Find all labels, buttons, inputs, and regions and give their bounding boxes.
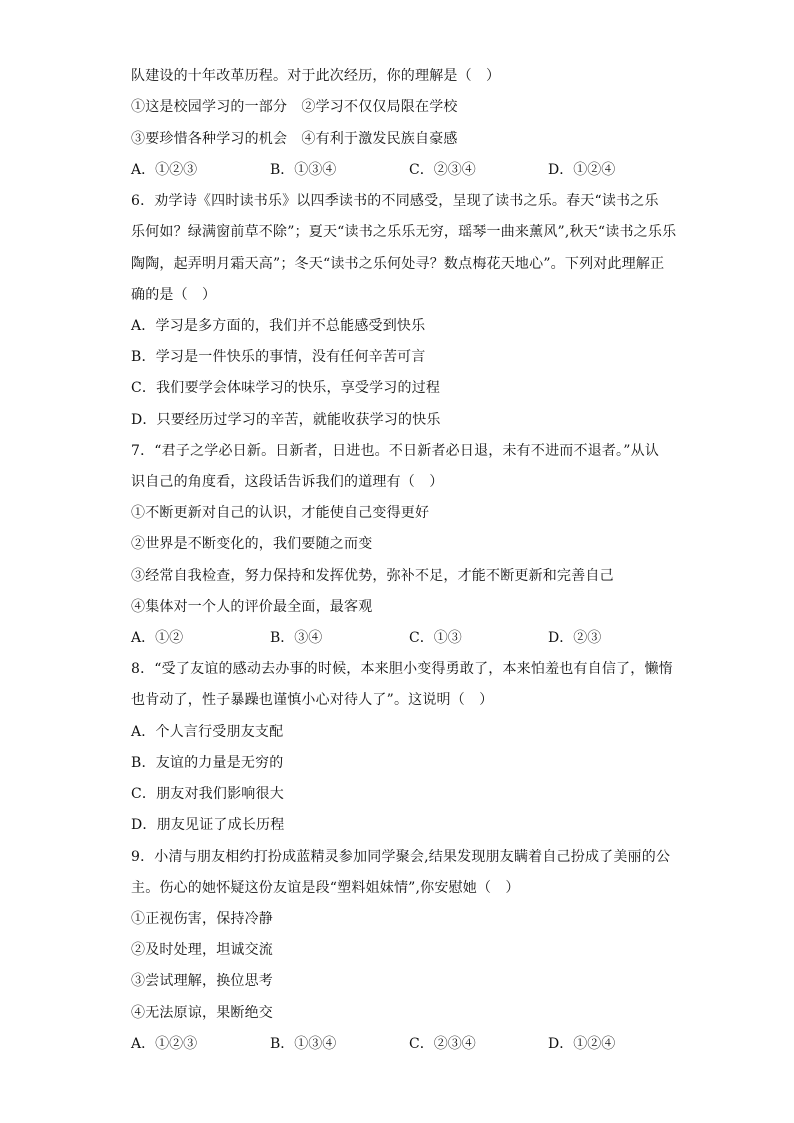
q9-item-4: ④无法原谅，果断绝交 — [131, 1005, 273, 1021]
q6-option-a[interactable]: A．学习是多方面的，我们并不总能感受到快乐 — [131, 318, 426, 334]
q7-option-b[interactable]: B．③④ — [270, 630, 323, 646]
q6-stem-line: 陶陶，起弄明月霜天高”；冬天“读书之乐何处寻？数点梅花天地心”。下列对此理解正 — [131, 256, 665, 272]
q9-stem-line: 9．小清与朋友相约打扮成蓝精灵参加同学聚会,结果发现朋友瞒着自己扮成了美丽的公 — [131, 849, 671, 865]
q6-option-d[interactable]: D．只要经历过学习的辛苦，就能收获学习的快乐 — [131, 412, 441, 428]
q5-item-2: ③要珍惜各种学习的机会 ④有利于激发民族自豪感 — [131, 131, 458, 147]
q5-option-c[interactable]: C．②③④ — [409, 162, 476, 178]
q9-option-a[interactable]: A．①②③ — [131, 1036, 198, 1052]
q7-option-a[interactable]: A．①② — [131, 630, 184, 646]
q8-stem-line: 也肯动了，性子暴躁也谨慎小心对待人了”。这说明（ ） — [131, 692, 494, 708]
q5-stem-tail: 队建设的十年改革历程。对于此次经历，你的理解是（ ） — [131, 68, 501, 84]
q9-stem-line: 主。伤心的她怀疑这份友谊是段“塑料姐妹情”,你安慰她（ ） — [131, 880, 520, 896]
q5-option-b[interactable]: B．①③④ — [270, 162, 337, 178]
q7-item-4: ④集体对一个人的评价最全面，最客观 — [131, 599, 373, 615]
q8-option-c[interactable]: C．朋友对我们影响很大 — [131, 786, 284, 802]
q6-option-c[interactable]: C．我们要学会体味学习的快乐，享受学习的过程 — [131, 380, 441, 396]
q6-stem-line: 乐何如？绿满窗前草不除”；夏天“读书之乐乐无穷，瑶琴一曲来薰风”,秋天“读书之乐乐 — [131, 224, 677, 240]
q7-option-c[interactable]: C．①③ — [409, 630, 462, 646]
q7-options — [131, 628, 671, 648]
q7-stem-line: 识自己的角度看，这段话告诉我们的道理有（ ） — [131, 474, 444, 490]
q8-option-b[interactable]: B．友谊的力量是无穷的 — [131, 755, 284, 771]
q7-stem-line: 7．“君子之学必日新。日新者，日进也。不日新者必日退，未有不进而不退者。”从认 — [131, 443, 660, 459]
q5-option-d[interactable]: D．①②④ — [548, 162, 616, 178]
q7-item-3: ③经常自我检查，努力保持和发挥优势，弥补不足，才能不断更新和完善自己 — [131, 568, 614, 584]
q7-option-d[interactable]: D．②③ — [548, 630, 602, 646]
q9-option-b[interactable]: B．①③④ — [270, 1036, 337, 1052]
q5-option-a[interactable]: A．①②③ — [131, 162, 198, 178]
q6-stem-line: 确的是（ ） — [131, 287, 217, 303]
q9-option-d[interactable]: D．①②④ — [548, 1036, 616, 1052]
q6-option-b[interactable]: B．学习是一件快乐的事情，没有任何辛苦可言 — [131, 349, 426, 365]
q5-options — [131, 160, 671, 180]
q8-option-a[interactable]: A．个人言行受朋友支配 — [131, 724, 284, 740]
q7-item-1: ①不断更新对自己的认识，才能使自己变得更好 — [131, 505, 430, 521]
q7-item-2: ②世界是不断变化的，我们要随之而变 — [131, 536, 373, 552]
q9-option-c[interactable]: C．②③④ — [409, 1036, 476, 1052]
q6-stem-line: 6．劝学诗《四时读书乐》以四季读书的不同感受，呈现了读书之乐。春天“读书之乐 — [131, 193, 659, 209]
q9-item-3: ③尝试理解，换位思考 — [131, 973, 273, 989]
q8-option-d[interactable]: D．朋友见证了成长历程 — [131, 817, 285, 833]
q9-item-1: ①正视伤害，保持冷静 — [131, 911, 273, 927]
q8-stem-line: 8．“受了友谊的感动去办事的时候，本来胆小变得勇敢了，本来怕羞也有自信了，懒惰 — [131, 661, 673, 677]
q5-item-1: ①这是校园学习的一部分 ②学习不仅仅局限在学校 — [131, 99, 458, 115]
q9-options — [131, 1034, 671, 1054]
q9-item-2: ②及时处理，坦诚交流 — [131, 942, 273, 958]
